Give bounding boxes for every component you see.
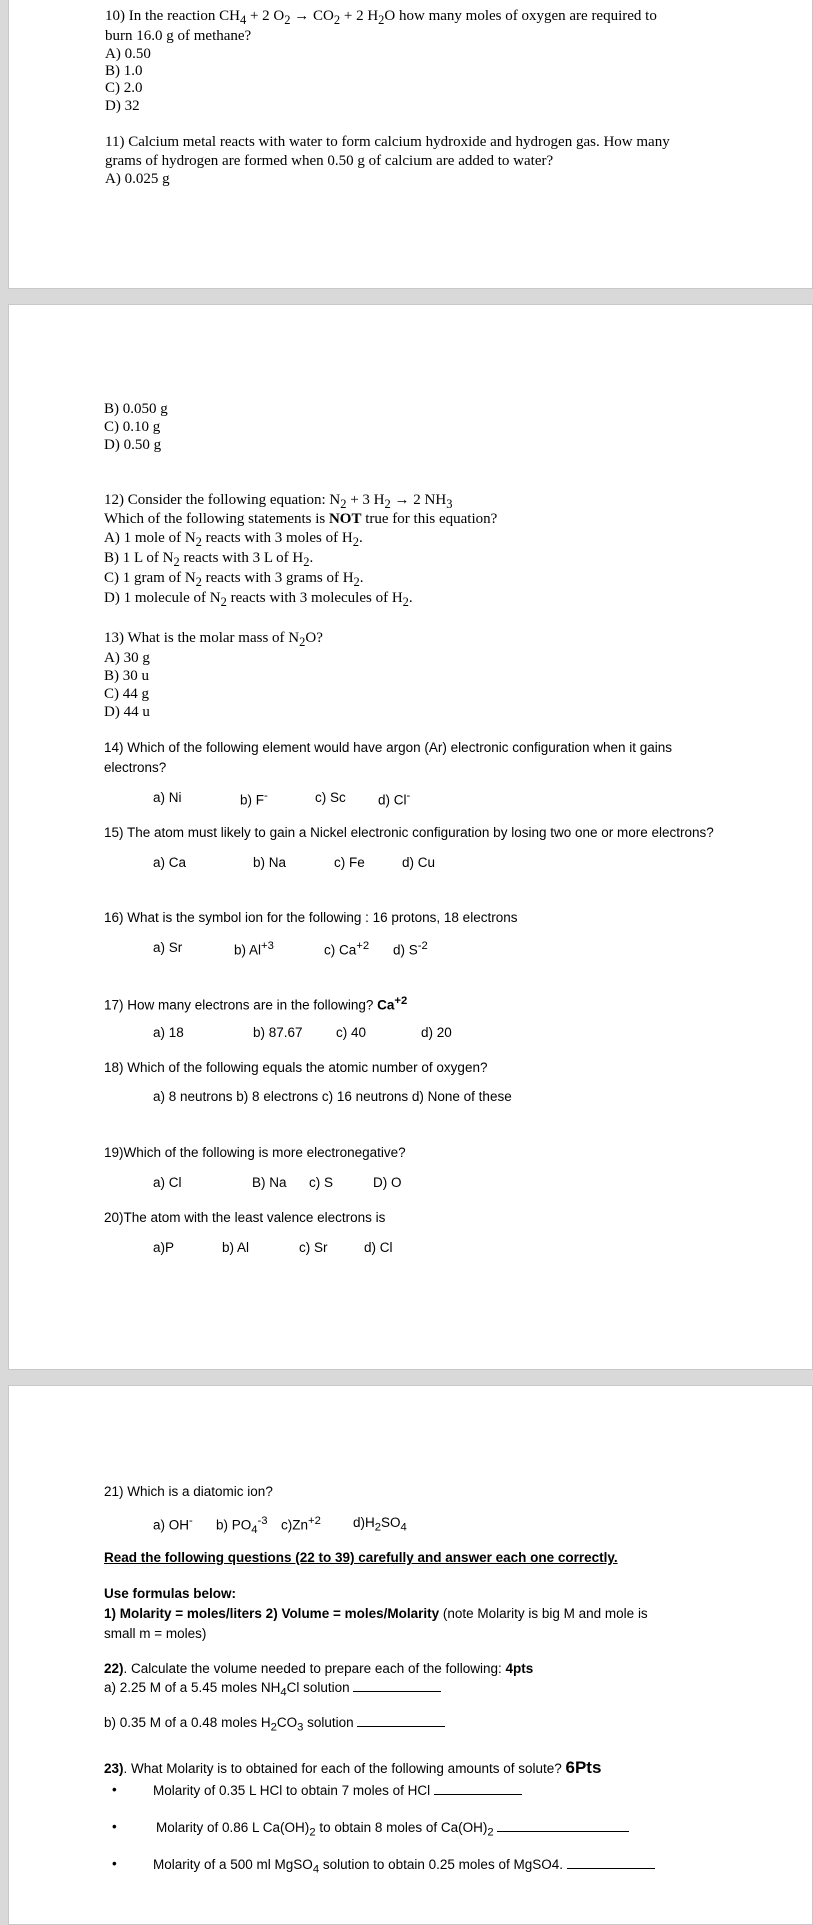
- formulas-line2: small m = moles): [104, 1626, 207, 1641]
- q17-option-c: c) 40: [336, 1025, 367, 1040]
- q23-item-1: Molarity of 0.35 L HCl to obtain 7 moles of HCl: [153, 1782, 522, 1798]
- q22-line1: 22). Calculate the volume needed to prepare each of the following: 4pts: [104, 1661, 534, 1676]
- q15-line1: 15) The atom must likely to gain a Nickel electronic configuration by losing two one or more electrons?: [104, 825, 714, 840]
- q20-option-c: c) Sr: [299, 1240, 328, 1255]
- instructions-heading: Read the following questions (22 to 39) carefully and answer each one correctly.: [104, 1550, 618, 1565]
- q12-option-a: A) 1 mole of $N_2$ reacts with 3 moles of $H_2$.: [104, 530, 363, 549]
- q16-option-d: d) $S^{-2}$: [393, 940, 428, 958]
- q17-option-a: a) 18: [153, 1025, 184, 1040]
- formulas-heading: Use formulas below:: [104, 1586, 237, 1601]
- q12-option-d: D) 1 molecule of $N_2$ reacts with 3 molecules of $H_2$.: [104, 590, 413, 609]
- q11-line1: 11) Calcium metal reacts with water to form calcium hydroxide and hydrogen gas. How many: [105, 134, 670, 150]
- q17-option-d: d) 20: [421, 1025, 452, 1040]
- q20-option-b: b) Al: [222, 1240, 250, 1255]
- q12-line1: 12) Consider the following equation: $N_2 + 3$ $H_2 \to 2$ $NH_3$: [104, 492, 453, 511]
- q17-line1: 17) How many electrons are in the following? $Ca^{+2}$: [104, 995, 408, 1013]
- q15-option-a: a) Ca: [153, 855, 187, 870]
- q18-options: a) 8 neutrons b) 8 electrons c) 16 neutrons d) None of these: [153, 1089, 512, 1104]
- q22-part-b: b) 0.35 M of a 0.48 moles $H_2CO_3$ solution: [104, 1714, 445, 1734]
- formulas-line1: 1) Molarity = moles/liters 2) Volume = moles/Molarity (note Molarity is big M and mole is: [104, 1606, 648, 1621]
- q11-option-d: D) 0.50 g: [104, 437, 162, 453]
- q18-line1: 18) Which of the following equals the atomic number of oxygen?: [104, 1060, 488, 1075]
- q14-option-b: b) F-: [240, 790, 268, 808]
- q23-item-3-answer-blank[interactable]: [567, 1856, 655, 1869]
- q17-option-b: b) 87.67: [253, 1025, 303, 1040]
- q19-option-b: B) Na: [252, 1175, 287, 1190]
- q23-item-1-answer-blank[interactable]: [434, 1782, 522, 1795]
- page-3: [8, 1385, 813, 1925]
- q21-option-d: $d)H_2SO_4$: [353, 1515, 407, 1534]
- q13-option-d: D) 44 u: [104, 704, 150, 720]
- q22-a-answer-blank[interactable]: [353, 1679, 441, 1692]
- q21-option-b: b) $PO_4^{-3}$: [216, 1515, 268, 1537]
- q21-line1: 21) Which is a diatomic ion?: [104, 1484, 273, 1499]
- q15-option-b: b) Na: [253, 855, 287, 870]
- q23-bullet-1: •: [112, 1782, 117, 1797]
- q11-option-a: A) 0.025 g: [105, 171, 170, 187]
- q11-line2: grams of hydrogen are formed when 0.50 g of calcium are added to water?: [105, 153, 554, 169]
- q23-bullet-3: •: [112, 1856, 117, 1871]
- q23-item-2-answer-blank[interactable]: [497, 1819, 629, 1832]
- q13-option-c: C) 44 g: [104, 686, 149, 702]
- page-1: [8, 0, 813, 289]
- q21-option-c: $c)Zn^{+2}$: [281, 1515, 321, 1533]
- q11-option-c: C) 0.10 g: [104, 419, 161, 435]
- q16-option-a: a) Sr: [153, 940, 183, 955]
- q16-option-c: c) $Ca^{+2}$: [324, 940, 370, 958]
- q16-option-b: b) $Al^{+3}$: [234, 940, 274, 958]
- q13-option-a: A) 30 g: [104, 650, 150, 666]
- q14-option-a: a) Ni: [153, 790, 182, 805]
- q20-option-a: a)P: [153, 1240, 175, 1255]
- q20-line1: 20)The atom with the least valence electrons is: [104, 1210, 386, 1225]
- q10-option-b: B) 1.0: [105, 63, 143, 79]
- q14-line1: 14) Which of the following element would have argon (Ar) electronic configuration when it gains: [104, 740, 673, 755]
- q20-option-d: d) Cl: [364, 1240, 393, 1255]
- q23-bullet-2: •: [112, 1819, 117, 1834]
- q22-b-answer-blank[interactable]: [357, 1714, 445, 1727]
- q21-option-a: a) OH-: [153, 1515, 193, 1533]
- q13-option-b: B) 30 u: [104, 668, 149, 684]
- q23-line1: 23). What Molarity is to obtained for each of the following amounts of solute? 6Pts: [104, 1758, 602, 1777]
- q10-option-a: A) 0.50: [105, 46, 151, 62]
- q14-option-d: d) Cl-: [378, 790, 411, 808]
- q10-option-c: C) 2.0: [105, 80, 143, 96]
- q22-part-a: a) 2.25 M of a 5.45 moles $NH_4Cl$ solution: [104, 1679, 441, 1699]
- q10-line2: burn 16.0 g of methane?: [105, 28, 252, 44]
- q12-line2: Which of the following statements is NOT true for this equation?: [104, 511, 498, 527]
- q12-option-c: C) 1 gram of $N_2$ reacts with 3 grams of $H_2$.: [104, 570, 364, 589]
- q23-item-2: Molarity of 0.86 L $Ca(OH)_2$ to obtain 8 moles of $Ca(OH)_2$: [156, 1819, 629, 1839]
- q19-line1: 19)Which of the following is more electronegative?: [104, 1145, 406, 1160]
- q14-option-c: c) Sc: [315, 790, 346, 805]
- q16-line1: 16) What is the symbol ion for the following : 16 protons, 18 electrons: [104, 910, 518, 925]
- q10-option-d: D) 32: [105, 98, 140, 114]
- page-2: [8, 304, 813, 1370]
- q13-line1: 13) What is the molar mass of $N_2O$?: [104, 630, 323, 649]
- q12-option-b: B) 1 L of $N_2$ reacts with 3 L of $H_2$.: [104, 550, 314, 569]
- q19-option-a: a) Cl: [153, 1175, 182, 1190]
- q19-option-c: c) S: [309, 1175, 334, 1190]
- q11-option-b: B) 0.050 g: [104, 401, 168, 417]
- q10-line1: 10) In the reaction $CH_4 + 2$ $O_2 \to CO_2 + 2$ $H_2O$ how many moles of oxygen are required to: [105, 8, 657, 27]
- q15-option-d: d) Cu: [402, 855, 436, 870]
- q15-option-c: c) Fe: [334, 855, 365, 870]
- q19-option-d: D) O: [373, 1175, 402, 1190]
- q23-item-3: Molarity of a 500 ml MgSO$_4$ solution to obtain 0.25 moles of MgSO4.: [153, 1856, 655, 1876]
- q14-line2: electrons?: [104, 760, 167, 775]
